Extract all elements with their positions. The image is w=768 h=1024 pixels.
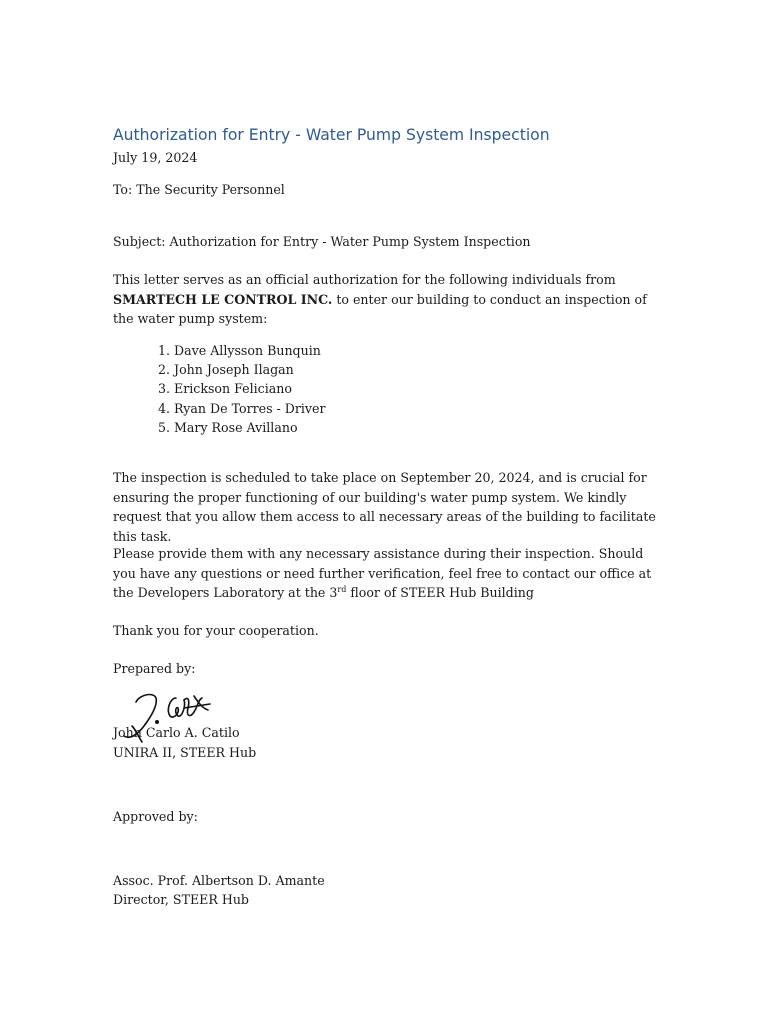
approver-position: Director, STEER Hub	[113, 892, 249, 907]
intro-text-before: This letter serves as an official authorization for the following individuals from	[113, 272, 616, 287]
assistance-text-after: floor of STEER Hub Building	[346, 585, 534, 600]
preparer-name: John Carlo A. Catilo	[113, 725, 240, 740]
intro-paragraph	[113, 270, 658, 329]
list-item: 3. Erickson Feliciano	[158, 381, 292, 397]
intro-text-after: to enter our building to conduct an inspection of the water pump system:	[113, 291, 647, 326]
handwritten-signature	[114, 686, 218, 746]
list-item: 4. Ryan De Torres - Driver	[158, 400, 326, 416]
recipient-line: To: The Security Personnel	[113, 182, 285, 197]
approver-name: Assoc. Prof. Albertson D. Amante	[113, 873, 325, 888]
letter-date: July 19, 2024	[113, 150, 198, 165]
prepared-by-label: Prepared by:	[113, 661, 196, 676]
list-item: 1. Dave Allysson Bunquin	[158, 343, 321, 358]
letter-title: Authorization for Entry - Water Pump System Inspection	[113, 126, 550, 144]
thank-you-line: Thank you for your cooperation.	[113, 623, 319, 638]
assistance-text-before: Please provide them with any necessary assistance during their inspection. Should you have any questions or need further verification, feel free to contact our office at the Developers Laboratory at the 3	[113, 546, 652, 600]
schedule-paragraph: The inspection is scheduled to take place on September 20, 2024, and is crucial for ensuring the proper functioning of our building's water pump system. We kindly request that you allow them access to all necessary areas of the building to facilitate this task.	[113, 470, 656, 544]
list-item: 5. Mary Rose Avillano	[158, 419, 298, 435]
subject-line: Subject: Authorization for Entry - Water Pump System Inspection	[113, 234, 531, 249]
company-name: SMARTECH LE CONTROL INC.	[113, 291, 333, 307]
preparer-position: UNIRA II, STEER Hub	[113, 745, 257, 760]
ordinal-suffix: rd	[337, 584, 347, 594]
list-item: 2. John Joseph Ilagan	[158, 362, 294, 378]
assistance-paragraph	[113, 544, 658, 603]
individuals-list	[158, 341, 326, 437]
approved-by-label: Approved by:	[113, 809, 198, 824]
